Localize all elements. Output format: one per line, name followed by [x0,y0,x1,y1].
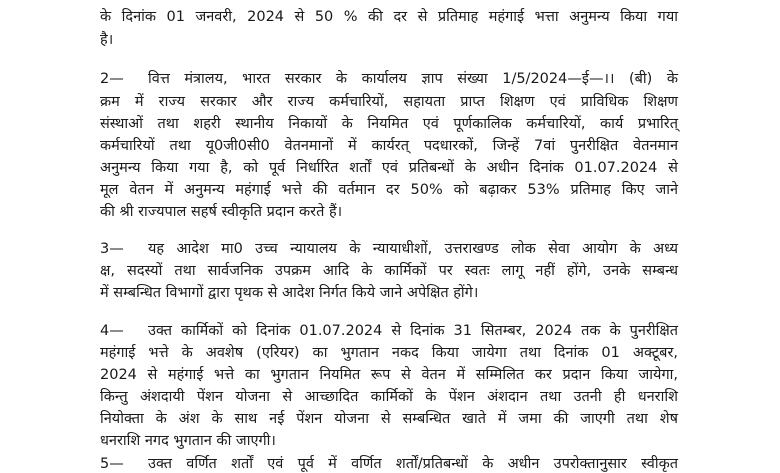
para-2-number: 2— [100,71,124,87]
para-2-line-3: संस्थाओं तथा शहरी स्थानीय निकायों के नियमित एवं पूर्णकालिक कर्मचारियों, कार्य प्रभारित् [100,116,678,132]
para-4-line-3: 2024 से महंगाई भत्ते का भुगतान नियमित रूप से वेतन में सम्मिलित कर प्रदान किया जायेगा, [100,367,678,383]
para-5-line-1: उक्त वर्णित शर्तों एवं पूर्व में वर्णित शर्तों/प्रतिबन्धों के अधीन उपरोक्तानुसार स्वीकृत [148,456,678,472]
para-3-line-2: क्ष, सदस्यों तथा सार्वजनिक उपक्रम आदि के कार्मिकों पर स्वतः लागू नहीं होंगे, उनके सम्बन्ध [100,263,678,279]
para-4-line-4: किन्तु अंशदायी पेंशन योजना से आच्छादित कार्मिकों के पेंशन अंशदान तथा उतनी ही धनराशि [100,389,678,405]
top-text-line-2: है। [100,32,114,48]
para-4-line-1: उक्त कार्मिकों को दिनांक 01.07.2024 से दिनांक 31 सितम्बर, 2024 तक के पुनरीक्षित [148,323,678,339]
para-2-line-5: अनुमन्य किया गया है, को पूर्व निर्धारित शर्तों एवं प्रतिबन्धों के अधीन दिनांक 01.07.2024 से [100,160,678,176]
para-3-line-1: यह आदेश मा0 उच्च न्यायालय के न्यायाधीशों, उत्तराखण्ड लोक सेवा आयोग के अध्य [148,241,678,257]
top-text-line-1: के दिनांक 01 जनवरी, 2024 से 50 % की दर से प्रतिमाह महंगाई भत्ता अनुमन्य किया गया [100,9,678,25]
para-2-line-1: वित्त मंत्रालय, भारत सरकार के कार्यालय ज्ञाप संख्या 1/5/2024—ई—।। (बी) के [148,71,678,87]
para-4-line-2: महंगाई भत्ते के अवशेष (एरियर) का भुगतान नकद किया जायेगा तथा दिनांक 01 अक्टूबर, [100,345,678,361]
para-3-line-3: में सम्बन्धित विभागों द्वारा पृथक से आदेश निर्गत किये जाने अपेक्षित होंगे। [100,285,479,301]
para-4-number: 4— [100,323,124,339]
para-3-number: 3— [100,241,124,257]
para-2-line-4: कर्मचारियों तथा यू0जी0सी0 वेतनमानों में कार्यरत् पदधारकों, जिन्हें 7वां पुनरीक्षित वेतनमान [100,138,678,154]
para-2-line-7: की श्री राज्यपाल सहर्ष स्वीकृति प्रदान करते हैं। [100,204,343,220]
para-5-number: 5— [100,456,124,472]
para-4-line-6: धनराशि नगद भुगतान की जाएगी। [100,433,276,449]
para-2-line-2: क्रम में राज्य सरकार और राज्य कर्मचारियों, सहायता प्राप्त शिक्षण एवं प्राविधिक शिक्षण [100,94,678,110]
para-4-line-5: नियोक्ता के अंश के साथ नई पेंशन योजना से सम्बन्धित खाते में जमा की जाएगी तथा शेष [100,411,678,427]
para-2-line-6: मूल वेतन में अनुमन्य महंगाई भत्ते की वर्तमान दर 50% को बढ़ाकर 53% प्रतिमाह किए जाने [100,182,678,198]
